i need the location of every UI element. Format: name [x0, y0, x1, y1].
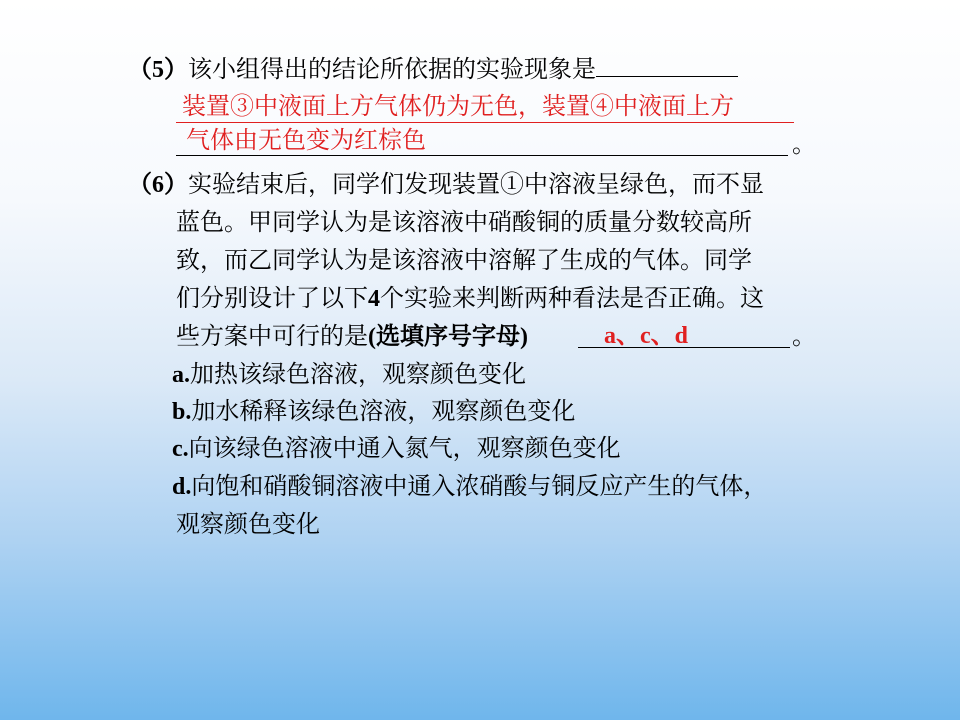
q6-line-3: 致，而乙同学认为是该溶液中溶解了生成的气体。同学 — [176, 246, 752, 274]
q6-option-b — [172, 393, 575, 429]
option-c-letter: c. — [172, 436, 189, 462]
q5-blank-start — [596, 50, 738, 77]
q6-end-mark: 。 — [792, 322, 816, 350]
q5-answer-line1: 装置③中液面上方气体仍为无色，装置④中液面上方 — [182, 92, 734, 120]
q6-answer: a、c、d — [604, 323, 688, 349]
option-d-text: 向饱和硝酸铜溶液中通入浓硝酸与铜反应产生的气体， — [191, 472, 768, 500]
option-d-letter: d. — [172, 474, 192, 500]
q6-text-1: 实验结束后，同学们发现装置①中溶液呈绿色，而不显 — [188, 170, 764, 198]
q6-line-4-after: 个实验来判断两种看法是否正确。这 — [380, 284, 764, 312]
q5-number: （5） — [128, 57, 188, 83]
q6-line-2: 蓝色。甲同学认为是该溶液中硝酸铜的质量分数较高所 — [176, 208, 752, 236]
option-b-letter: b. — [172, 399, 192, 425]
q5-line — [128, 50, 738, 86]
q6-option-a — [172, 356, 526, 392]
q5-answer-line2: 气体由无色变为红棕色 — [186, 126, 426, 154]
q6-line-5-prefix: 些方案中可行的是 — [176, 322, 368, 350]
q6-line-4-before: 们分别设计了以下 — [176, 284, 368, 312]
q6-answer-underline — [578, 347, 790, 348]
option-a-text: 加热该绿色溶液，观察颜色变化 — [190, 360, 526, 388]
q6-line-5 — [176, 318, 528, 354]
q6-number: （6） — [128, 172, 188, 198]
q5-prompt: 该小组得出的结论所依据的实验现象是 — [188, 55, 596, 83]
option-b-text: 加水稀释该绿色溶液，观察颜色变化 — [191, 397, 576, 425]
q5-end-mark: 。 — [792, 130, 816, 158]
q6-line-5-paren: (选填序号字母) — [368, 324, 528, 350]
q6-option-d — [172, 468, 767, 504]
q6-option-c — [172, 430, 621, 466]
q6-line-1 — [128, 166, 764, 202]
q6-line-4 — [176, 280, 764, 316]
q6-line-4-number: 4 — [368, 286, 380, 312]
q5-answer-underline-2 — [176, 155, 788, 156]
option-a-letter: a. — [172, 362, 190, 388]
option-c-text: 向该绿色溶液中通入氮气，观察颜色变化 — [188, 434, 621, 462]
q6-option-d-continued: 观察颜色变化 — [176, 510, 320, 538]
